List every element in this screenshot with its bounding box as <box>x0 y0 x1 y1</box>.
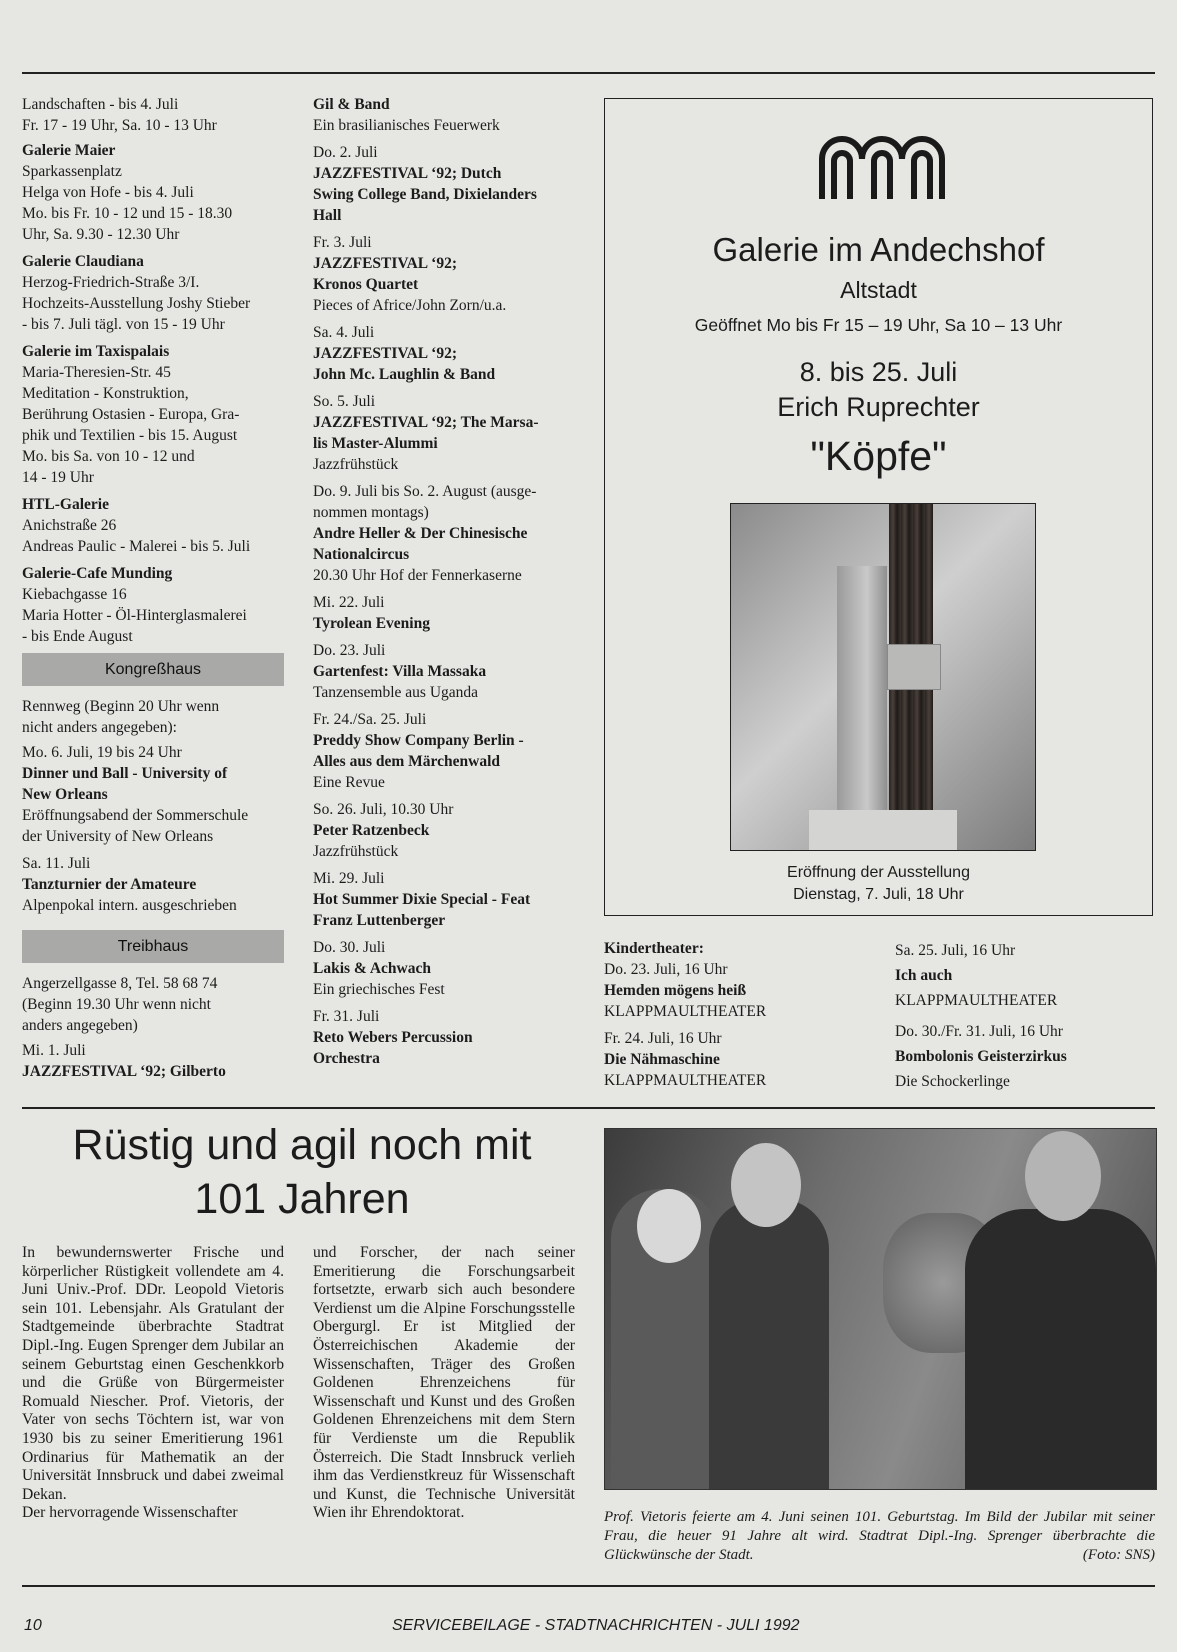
event-date: Do. 23. Juli, 16 Uhr <box>604 961 728 978</box>
event-date: Mo. 6. Juli, 19 bis 24 Uhr <box>22 744 182 761</box>
event-date: Sa. 4. Juli <box>313 324 375 341</box>
page-number: 10 <box>24 1617 42 1634</box>
photo-man-old <box>709 1199 829 1489</box>
event-entry <box>313 1006 588 1069</box>
event-desc: Eröffnungsabend der Sommerschule <box>22 807 249 824</box>
event-venue: KLAPPMAULTHEATER <box>604 1072 767 1089</box>
event-title: Tyrolean Evening <box>313 615 430 632</box>
sculpture-clamp <box>887 644 941 690</box>
kindertheater-heading: Kindertheater: <box>604 940 704 957</box>
gallery-name: Galerie im Taxispalais <box>22 343 170 360</box>
event-date: Fr. 3. Juli <box>313 234 372 251</box>
gallery-line: Kiebachgasse 16 <box>22 586 127 603</box>
gallery-line: Maria Hotter - Öl-Hinterglasmalerei <box>22 607 247 624</box>
exhibition-dates: 8. bis 25. Juli <box>799 357 958 387</box>
event-title: lis Master-Alummi <box>313 435 438 452</box>
event-title: Ich auch <box>895 967 953 984</box>
event-title: Dinner und Ball - University of <box>22 765 228 782</box>
gallery-line: Hochzeits-Ausstellung Joshy Stieber <box>22 295 251 312</box>
event-date: Do. 30. Juli <box>313 939 386 956</box>
event-entry <box>313 592 588 634</box>
col1-line: Landschaften - bis 4. Juli <box>22 96 179 113</box>
gallery-name: Galerie Maier <box>22 142 116 159</box>
gallery-line: Berührung Ostasien - Europa, Gra- <box>22 406 240 423</box>
kindertheater-left <box>604 938 874 1097</box>
event-title: JAZZFESTIVAL ‘92; Gilberto <box>22 1063 226 1080</box>
gallery-line: Meditation - Konstruktion, <box>22 385 189 402</box>
gallery-line: Sparkassenplatz <box>22 163 122 180</box>
event-title: JAZZFESTIVAL ‘92; <box>313 255 457 272</box>
event-entry <box>313 709 588 793</box>
gallery-line: Herzog-Friedrich-Straße 3/I. <box>22 274 200 291</box>
event-title: Lakis & Achwach <box>313 960 431 977</box>
event-desc: Tanzensemble aus Uganda <box>313 684 479 701</box>
middle-rule <box>22 1107 1155 1109</box>
event-date: Fr. 31. Juli <box>313 1008 380 1025</box>
gallery-name: HTL-Galerie <box>22 496 109 513</box>
event-entry <box>313 799 588 862</box>
photo-caption <box>604 1508 1155 1565</box>
kongress-intro: nicht anders angegeben): <box>22 719 177 736</box>
event-date: Sa. 25. Juli, 16 Uhr <box>895 942 1016 959</box>
headline-line: 101 Jahren <box>194 1175 410 1223</box>
event-date: Sa. 11. Juli <box>22 855 91 872</box>
exhibition-artist: Erich Ruprechter <box>777 392 980 422</box>
event-title: Nationalcircus <box>313 546 410 563</box>
event-title: Swing College Band, Dixielanders <box>313 186 537 203</box>
event-title: Hot Summer Dixie Special - Feat <box>313 891 531 908</box>
event-date: So. 5. Juli <box>313 393 376 410</box>
event-title: John Mc. Laughlin & Band <box>313 366 496 383</box>
event-entry <box>313 640 588 703</box>
event-date: Mi. 22. Juli <box>313 594 385 611</box>
event-venue: Die Schockerlinge <box>895 1073 1010 1090</box>
gallery-line: Uhr, Sa. 9.30 - 12.30 Uhr <box>22 226 180 243</box>
event-title: Preddy Show Company Berlin - <box>313 732 524 749</box>
event-date: Fr. 24. Juli, 16 Uhr <box>604 1030 722 1047</box>
event-title: Gartenfest: Villa Massaka <box>313 663 487 680</box>
treibhaus-intro: Angerzellgasse 8, Tel. 58 68 74 <box>22 975 218 992</box>
event-desc: Ein griechisches Fest <box>313 981 445 998</box>
gallery-entry <box>22 494 284 557</box>
event-venue: KLAPPMAULTHEATER <box>604 1003 767 1020</box>
event-title: Bombolonis Geisterzirkus <box>895 1048 1067 1065</box>
opening-line: Dienstag, 7. Juli, 18 Uhr <box>793 886 964 903</box>
column-1 <box>22 94 284 1082</box>
treibhaus-intro: (Beginn 19.30 Uhr wenn nicht <box>22 996 211 1013</box>
article-text: und Forscher, der nach seiner Emeritierung die Forschungsarbeit fortsetzte, erwarb sich auch besondere Verdienst um die Alpine Forschungsstelle Obergurgl. Er ist Mitglied der Österreichischen Akademie der Wissenschaften, Träger des Großen Goldenen Ehrenzeichens für Wissenschaft und Kunst und des Großen Goldenen Ehrenzeichens mit dem Stern für Verdienste um die Republik Österreich. Die Stadt Innsbruck verlieh ihm das Verdienstkreuz für Wissenschaft und Kunst, die Technische Universität Wien ihr Ehrendoktorat. <box>313 1244 575 1522</box>
article-column-2 <box>313 1244 575 1523</box>
article-headline <box>22 1118 582 1226</box>
article-column-1 <box>22 1244 284 1523</box>
caption-text: Prof. Vietoris feierte am 4. Juni seinen 101. Geburtstag. Im Bild der Jubilar mit seiner Frau, die heuer 91 Jahre alt wird. Stadtrat Dipl.-Ing. Sprenger überbrachte die Glückwünsche der Stadt. <box>604 1509 1155 1563</box>
kindertheater-right <box>895 938 1155 1100</box>
event-title: Orchestra <box>313 1050 380 1067</box>
event-title: Reto Webers Percussion <box>313 1029 473 1046</box>
opening-line: Eröffnung der Ausstellung <box>787 864 970 881</box>
gallery-entry <box>22 341 284 488</box>
gallery-name: Galerie im Andechshof <box>712 231 1045 268</box>
footer-title: SERVICEBEILAGE - STADTNACHRICHTEN - JULI 1992 <box>392 1617 800 1634</box>
treibhaus-intro: anders angegeben) <box>22 1017 138 1034</box>
article-text: Der hervorragende Wissenschafter <box>22 1504 238 1522</box>
photo-man-young-head <box>1025 1131 1101 1221</box>
sculpture-photo <box>730 503 1036 851</box>
event-desc: Ein brasilianisches Feuerwerk <box>313 117 500 134</box>
headline-line: Rüstig und agil noch mit <box>72 1121 532 1169</box>
event-desc: Jazzfrühstück <box>313 843 399 860</box>
top-rule <box>22 72 1155 74</box>
event-date: So. 26. Juli, 10.30 Uhr <box>313 801 454 818</box>
event-date: Mi. 29. Juli <box>313 870 385 887</box>
event-entry <box>313 868 588 931</box>
kongresshaus-header: Kongreßhaus <box>22 653 284 686</box>
gallery-entry <box>22 563 284 647</box>
gallery-line: Helga von Hofe - bis 4. Juli <box>22 184 194 201</box>
event-entry <box>22 853 284 916</box>
event-desc: Alpenpokal intern. ausgeschrieben <box>22 897 237 914</box>
event-desc: Pieces of Africe/John Zorn/u.a. <box>313 297 507 314</box>
gallery-entry <box>22 140 284 245</box>
gallery-line: phik und Textilien - bis 15. August <box>22 427 238 444</box>
gallery-line: Maria-Theresien-Str. 45 <box>22 364 171 381</box>
event-title: JAZZFESTIVAL ‘92; Dutch <box>313 165 502 182</box>
gallery-line: Anichstraße 26 <box>22 517 117 534</box>
event-entry <box>313 142 588 226</box>
event-date: Do. 9. Juli bis So. 2. August (ausge- <box>313 483 537 500</box>
event-title: Peter Ratzenbeck <box>313 822 430 839</box>
event-title: Kronos Quartet <box>313 276 419 293</box>
article-text: In bewundernswerter Frische und körperlicher Rüstigkeit vollendete am 4. Juni Univ.-Prof. DDr. Leopold Vietoris sein 101. Lebensjahr. Als Gratulant der Stadtgemeinde überbrachte Stadtrat Dipl.-Ing. Eugen Sprenger dem Jubilar an seinem Geburtstag einen Geschenkkorb und die Grüße von Bürgermeister Romuald Niescher. Prof. Vietoris, der Vater von sechs Töchtern ist, war von 1930 bis zu seiner Emeritierung 1961 Ordinarius für Mathematik an der Universität Innsbruck und dabei zweimal Dekan. <box>22 1244 284 1503</box>
event-date: Do. 30./Fr. 31. Juli, 16 Uhr <box>895 1023 1063 1040</box>
sculpture-block <box>837 566 887 814</box>
photo-credit: (Foto: SNS) <box>1082 1547 1155 1563</box>
exhibition-title: "Köpfe" <box>810 433 947 479</box>
event-entry <box>313 322 588 385</box>
event-title: Gil & Band <box>313 96 390 113</box>
event-title: Tanzturnier der Amateure <box>22 876 197 893</box>
event-entry <box>895 938 1155 1013</box>
event-date: nommen montags) <box>313 504 429 521</box>
gallery-advertisement <box>604 98 1153 916</box>
gallery-line: - bis Ende August <box>22 628 133 645</box>
event-date: Fr. 24./Sa. 25. Juli <box>313 711 427 728</box>
event-desc: 20.30 Uhr Hof der Fennerkaserne <box>313 567 522 584</box>
event-title: Franz Luttenberger <box>313 912 446 929</box>
event-entry <box>604 959 874 1022</box>
event-title: JAZZFESTIVAL ‘92; The Marsa- <box>313 414 539 431</box>
opening-info <box>605 862 1152 906</box>
treibhaus-header: Treibhaus <box>22 930 284 963</box>
event-date: Do. 2. Juli <box>313 144 378 161</box>
event-title: Hall <box>313 207 342 224</box>
event-entry <box>313 481 588 586</box>
gallery-name: Galerie-Cafe Munding <box>22 565 173 582</box>
event-venue: KLAPPMAULTHEATER <box>895 992 1058 1009</box>
event-desc: der University of New Orleans <box>22 828 214 845</box>
gallery-line: Mo. bis Sa. von 10 - 12 und <box>22 448 195 465</box>
gallery-hours: Geöffnet Mo bis Fr 15 – 19 Uhr, Sa 10 – 13 Uhr <box>694 315 1063 335</box>
gallery-line: 14 - 19 Uhr <box>22 469 94 486</box>
event-entry <box>313 232 588 316</box>
event-entry <box>313 391 588 475</box>
event-date: Do. 23. Juli <box>313 642 386 659</box>
event-title: JAZZFESTIVAL ‘92; <box>313 345 457 362</box>
event-entry <box>895 1019 1155 1094</box>
col1-line: Fr. 17 - 19 Uhr, Sa. 10 - 13 Uhr <box>22 117 217 134</box>
gallery-logo-icon <box>816 121 950 203</box>
gallery-line: Mo. bis Fr. 10 - 12 und 15 - 18.30 <box>22 205 233 222</box>
kongress-intro: Rennweg (Beginn 20 Uhr wenn <box>22 698 220 715</box>
sculpture-base <box>809 810 957 850</box>
event-title: Andre Heller & Der Chinesische <box>313 525 528 542</box>
event-date: Mi. 1. Juli <box>22 1042 86 1059</box>
event-title: Die Nähmaschine <box>604 1051 720 1068</box>
event-title: Alles aus dem Märchenwald <box>313 753 501 770</box>
gallery-district: Altstadt <box>840 277 917 303</box>
event-entry <box>604 1028 874 1091</box>
event-title: Hemden mögens heiß <box>604 982 747 999</box>
photo-woman-head <box>637 1189 701 1263</box>
event-desc: Jazzfrühstück <box>313 456 399 473</box>
jubilee-photo <box>604 1128 1157 1490</box>
event-entry <box>313 937 588 1000</box>
column-2 <box>313 94 588 1075</box>
gallery-line: Andreas Paulic - Malerei - bis 5. Juli <box>22 538 251 555</box>
gallery-name: Galerie Claudiana <box>22 253 144 270</box>
bottom-rule <box>22 1585 1155 1587</box>
event-entry <box>313 94 588 136</box>
event-title: New Orleans <box>22 786 108 803</box>
gallery-entry <box>22 251 284 335</box>
event-entry <box>22 742 284 847</box>
gallery-line: - bis 7. Juli tägl. von 15 - 19 Uhr <box>22 316 225 333</box>
photo-man-old-head <box>731 1143 801 1227</box>
photo-man-young <box>965 1209 1156 1489</box>
event-desc: Eine Revue <box>313 774 385 791</box>
